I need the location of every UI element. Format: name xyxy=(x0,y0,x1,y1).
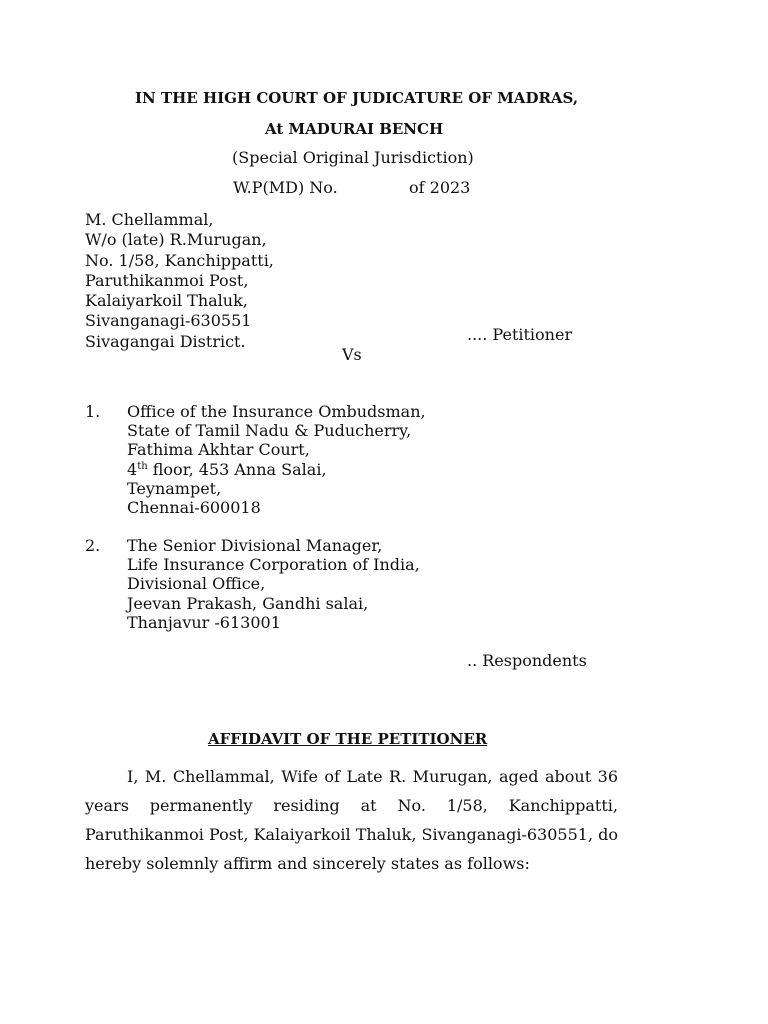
address-line: Office of the Insurance Ombudsman, xyxy=(127,402,426,421)
floor-address: floor, 453 Anna Salai, xyxy=(152,459,327,479)
floor-number: 4 xyxy=(127,459,138,479)
writ-petition-number: W.P(MD) No. xyxy=(233,178,338,197)
respondent-number: 2. xyxy=(85,536,101,555)
address-line: Life Insurance Corporation of India, xyxy=(127,555,420,575)
petitioner-address xyxy=(85,210,274,352)
jurisdiction: (Special Original Jurisdiction) xyxy=(232,148,474,167)
address-line: Kalaiyarkoil Thaluk, xyxy=(85,291,248,311)
address-line: The Senior Divisional Manager, xyxy=(127,536,383,555)
address-line: Jeevan Prakash, Gandhi salai, xyxy=(127,593,369,613)
address-line: No. 1/58, Kanchippatti, xyxy=(85,250,274,270)
petitioner-role: .... Petitioner xyxy=(467,325,573,344)
address-line: Divisional Office, xyxy=(127,574,266,594)
respondent-number: 1. xyxy=(85,402,101,421)
address-line: State of Tamil Nadu & Puducherry, xyxy=(127,421,412,441)
respondent-2-address xyxy=(127,536,420,632)
versus: Vs xyxy=(342,345,362,364)
address-line: W/o (late) R.Murugan, xyxy=(85,230,267,250)
address-line: Fathima Akhtar Court, xyxy=(127,440,310,460)
affidavit-paragraph: I, M. Chellammal, Wife of Late R. Murugan, aged about 36 years permanently residing at No. 1/58, Kanchippatti, Paruthikanmoi Post, Kalaiyarkoil Thaluk, Sivanganagi-630551, do hereby solemnly affirm and sincerely states as follows: xyxy=(85,767,618,873)
address-line: M. Chellammal, xyxy=(85,210,214,229)
address-line: Thanjavur -613001 xyxy=(127,612,281,632)
address-line: Teynampet, xyxy=(127,478,222,498)
respondents-role: .. Respondents xyxy=(467,651,587,670)
writ-petition-year: of 2023 xyxy=(409,178,471,197)
address-line: Chennai-600018 xyxy=(127,498,261,518)
address-line: Sivagangai District. xyxy=(85,331,246,351)
address-line xyxy=(127,460,426,479)
respondent-1-address xyxy=(127,402,426,517)
address-line: Paruthikanmoi Post, xyxy=(85,270,249,290)
ordinal-suffix: th xyxy=(137,460,148,472)
bench-name: At MADURAI BENCH xyxy=(265,120,444,138)
affidavit-heading: AFFIDAVIT OF THE PETITIONER xyxy=(208,730,488,748)
address-line: Sivanganagi-630551 xyxy=(85,311,252,331)
court-title: IN THE HIGH COURT OF JUDICATURE OF MADRAS, xyxy=(135,89,579,107)
